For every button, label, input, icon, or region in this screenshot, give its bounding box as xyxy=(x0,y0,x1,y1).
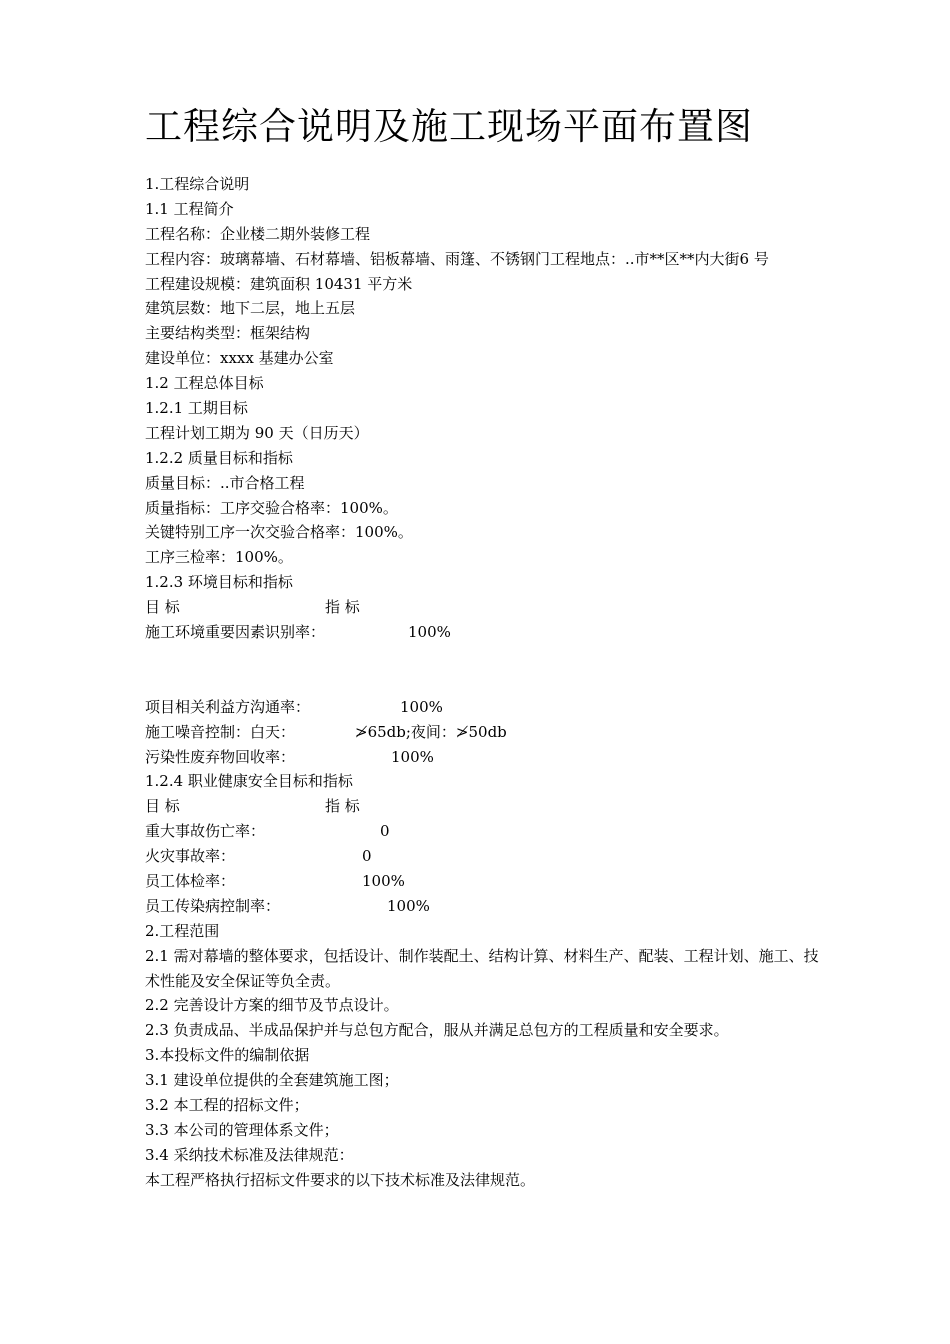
env-table-header xyxy=(145,595,835,620)
paragraph: 质量目标：..市合格工程 xyxy=(145,473,305,492)
blank-space xyxy=(145,645,835,695)
paragraph: 本工程严格执行招标文件要求的以下技术标准及法律规范。 xyxy=(145,1170,536,1189)
paragraph: 工程内容：玻璃幕墙、石材幕墙、铝板幕墙、雨篷、不锈钢门工程地点：..市**区**内大街6 号 xyxy=(145,249,769,268)
paragraph: 3.4 采纳技术标准及法律规范： xyxy=(145,1145,354,1164)
safety-row-value: 0 xyxy=(380,822,390,841)
subsection-heading: 1.2.2 质量目标和指标 xyxy=(145,448,293,467)
paragraph: 工序三检率：100%。 xyxy=(145,548,293,567)
safety-row-value: 0 xyxy=(362,847,372,866)
subsection-heading: 1.2 工程总体目标 xyxy=(145,374,264,393)
safety-table-header xyxy=(145,794,835,819)
paragraph: 工程名称：企业楼二期外装修工程 xyxy=(145,224,371,243)
env-table-row xyxy=(145,695,835,720)
env-row-label: 污染性废弃物回收率： xyxy=(145,747,296,766)
section-heading: 3.本投标文件的编制依据 xyxy=(145,1046,310,1065)
paragraph: 2.1 需对幕墙的整体要求，包括设计、制作装配土、结构计算、材料生产、配装、工程计划、施工、技术性能及安全保证等负全责。 xyxy=(145,946,819,990)
env-head-index: 指 标 xyxy=(325,598,360,617)
subsection-heading: 1.2.3 环境目标和指标 xyxy=(145,573,293,592)
paragraph: 2.3 负责成品、半成品保护并与总包方配合，服从并满足总包方的工程质量和安全要求。 xyxy=(145,1021,729,1040)
env-row-label: 施工环境重要因素识别率： xyxy=(145,623,326,642)
section-heading: 2.工程范围 xyxy=(145,921,220,940)
paragraph: 3.3 本公司的管理体系文件； xyxy=(145,1120,339,1139)
env-row-value: 100% xyxy=(400,697,443,716)
safety-row-label: 重大事故伤亡率： xyxy=(145,822,266,841)
safety-table-row xyxy=(145,894,835,919)
paragraph: 工程计划工期为 90 天（日历天） xyxy=(145,423,369,442)
safety-row-value: 100% xyxy=(387,896,430,915)
safety-row-label: 火灾事故率： xyxy=(145,847,236,866)
env-table-row xyxy=(145,720,835,745)
document-body xyxy=(145,172,835,1193)
paragraph: 建筑层数：地下二层，地上五层 xyxy=(145,299,356,318)
env-row-value: 100% xyxy=(408,623,451,642)
section-heading: 1.工程综合说明 xyxy=(145,175,250,193)
safety-head-index: 指 标 xyxy=(325,797,360,816)
env-row-value: 100% xyxy=(391,747,434,766)
safety-row-value: 100% xyxy=(362,871,405,890)
document-title: 工程综合说明及施工现场平面布置图 xyxy=(145,105,753,148)
safety-table-row xyxy=(145,819,835,844)
env-row-label: 项目相关利益方沟通率： xyxy=(145,697,311,716)
paragraph: 3.1 建设单位提供的全套建筑施工图； xyxy=(145,1071,399,1090)
safety-row-label: 员工传染病控制率： xyxy=(145,896,281,915)
safety-table-row xyxy=(145,869,835,894)
env-row-label: 施工噪音控制：白天： xyxy=(145,722,296,741)
safety-table-row xyxy=(145,844,835,869)
subsection-heading: 1.1 工程简介 xyxy=(145,199,234,218)
env-table-row xyxy=(145,620,835,645)
safety-row-label: 员工体检率： xyxy=(145,871,236,890)
paragraph: 关键特别工序一次交验合格率：100%。 xyxy=(145,523,413,542)
subsection-heading: 1.2.4 职业健康安全目标和指标 xyxy=(145,772,353,791)
env-row-value: ≯65db;夜间：≯50db xyxy=(355,722,507,741)
subsection-heading: 1.2.1 工期目标 xyxy=(145,399,248,418)
paragraph: 质量指标：工序交验合格率：100%。 xyxy=(145,498,398,517)
paragraph: 工程建设规模：建筑面积 10431 平方米 xyxy=(145,274,413,293)
paragraph: 主要结构类型：框架结构 xyxy=(145,324,311,343)
safety-head-target: 目 标 xyxy=(145,797,180,816)
env-head-target: 目 标 xyxy=(145,598,180,617)
env-table-row xyxy=(145,745,835,770)
paragraph: 3.2 本工程的招标文件； xyxy=(145,1096,309,1115)
paragraph: 2.2 完善设计方案的细节及节点设计。 xyxy=(145,996,399,1015)
paragraph: 建设单位：xxxx 基建办公室 xyxy=(145,349,334,368)
